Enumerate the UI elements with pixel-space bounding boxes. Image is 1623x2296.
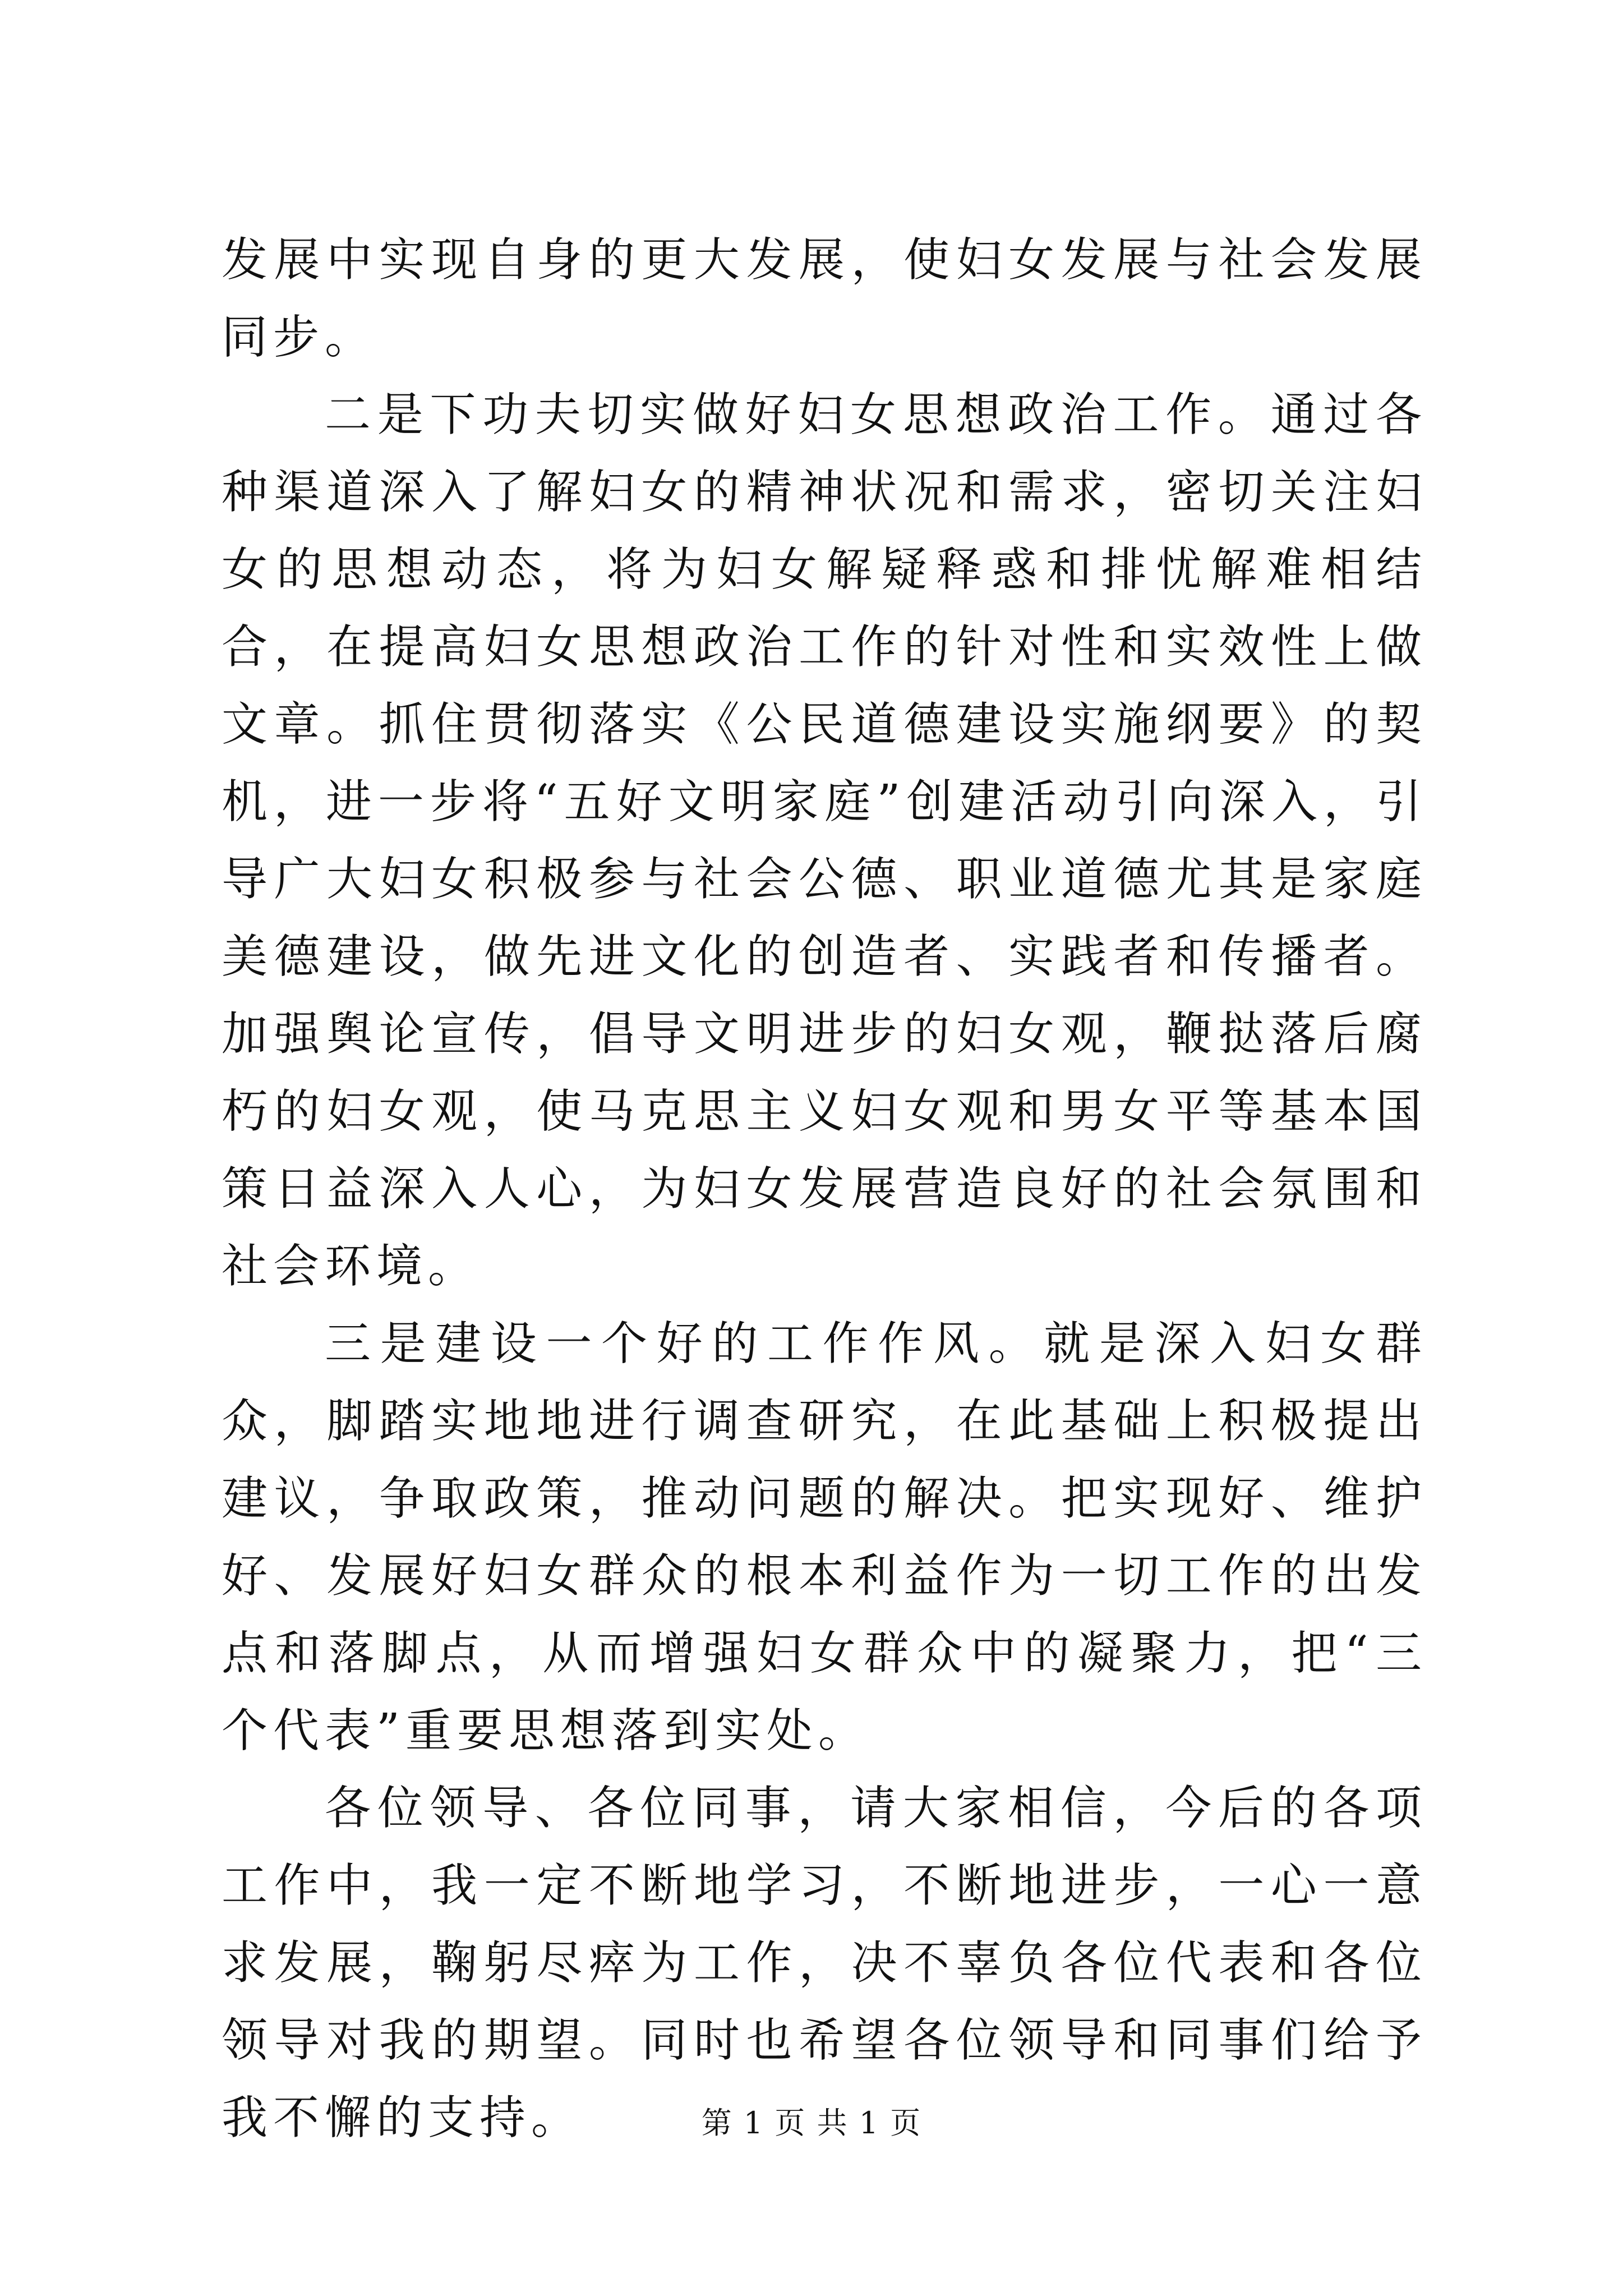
- paragraph-4: 各位领导、各位同事，请大家相信，今后的各项工作中，我一定不断地学习，不断地进步，一心一意求发展，鞠躬尽瘁为工作，决不辜负各位代表和各位领导对我的期望。同时也希望各位领导和同事们给予我不懈的支持。: [222, 1782, 1427, 2145]
- document-body: [222, 222, 1427, 2157]
- paragraph-3: 三是建设一个好的工作作风。就是深入妇女群众，脚踏实地地进行调查研究，在此基础上积极提出建议，争取政策，推动问题的解决。把实现好、维护好、发展好妇女群众的根本利益作为一切工作的出发点和落脚点，从而增强妇女群众中的凝聚力，把“三个代表”重要思想落到实处。: [222, 1317, 1427, 1757]
- paragraph-1: 发展中实现自身的更大发展，使妇女发展与社会发展同步。: [222, 233, 1427, 364]
- paragraph-2: 二是下功夫切实做好妇女思想政治工作。通过各种渠道深入了解妇女的精神状况和需求，密切关注妇女的思想动态，将为妇女解疑释惑和排忧解难相结合，在提高妇女思想政治工作的针对性和实效性上做文章。抓住贯彻落实《公民道德建设实施纲要》的契机，进一步将“五好文明家庭”创建活动引向深入，引导广大妇女积极参与社会公德、职业道德尤其是家庭美德建设，做先进文化的创造者、实践者和传播者。加强舆论宣传，倡导文明进步的妇女观，鞭挞落后腐朽的妇女观，使马克思主义妇女观和男女平等基本国策日益深入人心，为妇女发展营造良好的社会氛围和社会环境。: [222, 388, 1427, 1293]
- page-footer: 第 1 页 共 1 页: [701, 2105, 922, 2141]
